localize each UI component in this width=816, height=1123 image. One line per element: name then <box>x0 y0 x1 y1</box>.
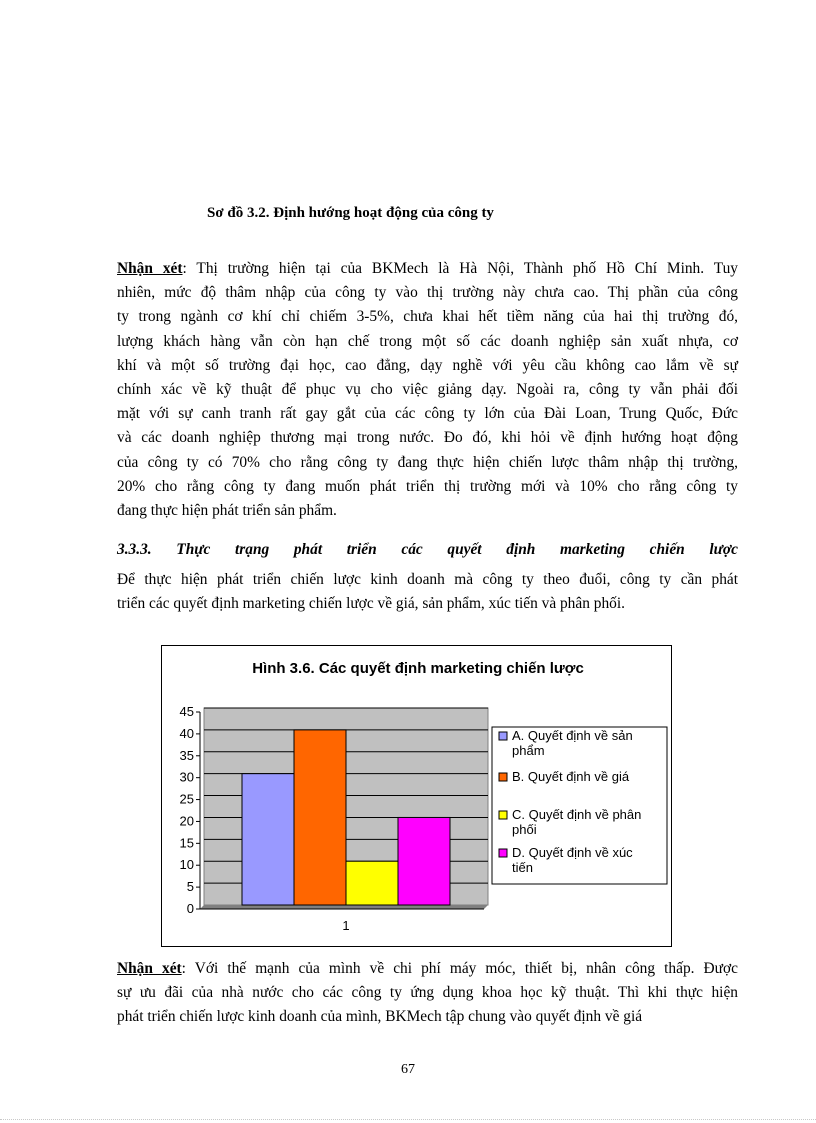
plot-floor <box>200 905 488 909</box>
remark-paragraph-2 <box>117 957 738 1030</box>
paragraph-line: khí và một số trường đại học, cao đẳng, dạy nghề với yêu cầu không cao lắm về sự <box>117 356 738 374</box>
intro-paragraph <box>117 568 738 616</box>
y-tick-label: 40 <box>179 725 194 741</box>
y-tick-label: 15 <box>179 835 194 851</box>
y-tick-label: 20 <box>179 813 194 829</box>
legend-swatch <box>499 732 507 740</box>
page-number: 67 <box>401 1062 415 1077</box>
chart-legend <box>492 727 667 884</box>
paragraph-line: nhiên, mức độ thâm nhập của công ty vào thị trường này chưa cao. Thị phần của công <box>117 284 738 302</box>
paragraph-line: sự ưu đãi của nhà nước cho các công ty ứng dụng khoa học kỹ thuật. Thì khi thực hiện <box>117 984 738 1002</box>
bar-d <box>398 817 450 905</box>
bar-b <box>294 730 346 905</box>
chart-svg <box>162 646 671 946</box>
paragraph-line: Để thực hiện phát triển chiến lược kinh doanh mà công ty theo đuổi, công ty cần phát <box>117 571 738 588</box>
legend-entry-text: D. Quyết định về xúc <box>512 845 633 860</box>
legend-swatch <box>499 849 507 857</box>
paragraph-line: phát triển chiến lược kinh doanh của mình, BKMech tập chung vào quyết định về giá <box>117 1008 643 1026</box>
paragraph-line: mặt với sự canh tranh rất gay gắt của các công ty lớn của Đài Loan, Trung Quốc, Đức <box>117 405 738 423</box>
paragraph-line: của công ty có 70% cho rằng công ty đang thực hiện chiến lược thâm nhập thị trường, <box>117 453 738 471</box>
remark-paragraph-1 <box>117 257 738 523</box>
paragraph-line: đang thực hiện phát triển sản phẩm. <box>117 501 337 519</box>
legend-swatch <box>499 773 507 781</box>
legend-entry-text: tiến <box>512 860 533 875</box>
page-bottom-rule <box>0 1119 816 1120</box>
y-tick-label: 30 <box>179 769 194 785</box>
marketing-decisions-chart <box>161 645 672 947</box>
legend-swatch <box>499 811 507 819</box>
paragraph-line: ty trong ngành cơ khí chỉ chiếm 3-5%, chưa khai hết tiềm năng của hai thị trường đó, <box>117 308 738 326</box>
legend-entry-text: phẩm <box>512 743 545 758</box>
paragraph-line: triển các quyết định marketing chiến lược về giá, sản phẩm, xúc tiến và phân phối. <box>117 595 625 613</box>
paragraph-line: chính xác về kỹ thuật để phục vụ cho việc giảng dạy. Ngoài ra, công ty vẫn phải đối <box>117 380 738 398</box>
diagram-caption: Sơ đồ 3.2. Định hướng hoạt động của công ty <box>207 205 494 221</box>
paragraph-line: Nhận xét: Với thế mạnh của mình về chi phí máy móc, thiết bị, nhân công thấp. Được <box>117 960 738 977</box>
y-tick-label: 0 <box>186 901 194 916</box>
y-tick-label: 45 <box>179 704 194 719</box>
y-tick-label: 35 <box>179 747 194 763</box>
y-tick-label: 25 <box>179 791 194 807</box>
legend-entry-text: B. Quyết định về giá <box>512 769 630 784</box>
legend-entry-text: C. Quyết định về phân <box>512 807 642 822</box>
legend-entry-text: phối <box>512 822 537 837</box>
paragraph-line: 20% cho rằng công ty đang muốn phát triển thị trường mới và 10% cho rằng công ty <box>117 477 738 495</box>
paragraph-line: Nhận xét: Thị trường hiện tại của BKMech là Hà Nội, Thành phố Hồ Chí Minh. Tuy <box>117 260 738 277</box>
legend-entry-text: A. Quyết định về sản <box>512 728 633 743</box>
section-heading: 3.3.3. Thực trạng phát triển các quyết định marketing chiến lược <box>117 541 738 558</box>
plot-area <box>180 704 488 933</box>
y-tick-label: 5 <box>186 879 194 895</box>
x-tick-label: 1 <box>342 918 350 933</box>
chart-title: Hình 3.6. Các quyết định marketing chiến lược <box>252 660 584 677</box>
paragraph-line: và các doanh nghiệp thương mại trong nước. Đo đó, khi hỏi về định hướng hoạt động <box>117 429 738 447</box>
y-tick-label: 10 <box>179 857 194 873</box>
bar-a <box>242 774 294 905</box>
remark-label: Nhận xét <box>117 260 183 277</box>
bar-c <box>346 861 398 905</box>
remark-label: Nhận xét <box>117 960 182 977</box>
paragraph-line: lượng khách hàng vẫn còn hạn chế trong một số các doanh nghiệp sản xuất nhựa, cơ <box>117 332 738 350</box>
